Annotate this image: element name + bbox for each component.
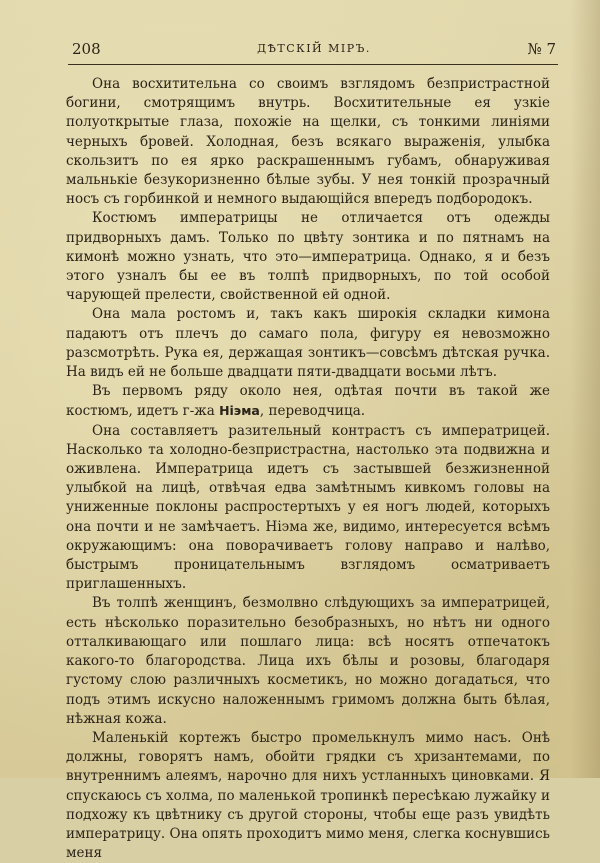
page-edge-shadow: [570, 0, 600, 778]
paragraph: Костюмъ императрицы не отличается отъ одежды придворныхъ дамъ. Только по цвѣту зонтика и по пятнамъ на кимонѣ можно узнать, что это—императрица. Однако, я и безъ этого узналъ бы ее въ толпѣ придворныхъ, по той особой чарующей прелести, свойственной ей одной.: [66, 210, 550, 304]
running-head: [72, 40, 556, 62]
paragraph: [66, 382, 550, 421]
paragraph: Она восхитительна со своимъ взглядомъ безпристрастной богини, смотрящимъ внутрь. Восхитительные ея узкіе полуоткрытые глаза, похожіе на щелки, съ тонкими линіями черныхъ бровей. Холодная, безъ всякаго выраженія, улыбка скользитъ по ея ярко раскрашеннымъ губамъ, обнаруживая мальнькіе безукоризненно бѣлые зубы. У нея тонкій прозрачный носъ съ горбинкой и немного выдающійся впередъ подбородокъ.: [66, 76, 550, 208]
article-body: [66, 75, 550, 863]
paragraph: Она составляетъ разительный контрастъ съ императрицей. Насколько та холодно-безпристрастна, настолько эта подвижна и оживлена. Императрица идетъ съ застывшей безжизненной улыбкой на лицѣ, отвѣчая едва замѣтнымъ кивкомъ головы на униженные поклоны распростертыхъ у ея ногъ людей, которыхъ она почти и не замѣчаетъ. Ніэма же, видимо, интересуется всѣмъ окружающимъ: она поворачиваетъ голову направо и налѣво, быстрымъ проницательнымъ взглядомъ осматриваетъ приглашенныхъ.: [66, 422, 550, 593]
paragraph: Въ толпѣ женщинъ, безмолвно слѣдующихъ за императрицей, есть нѣсколько поразительно безобразныхъ, но нѣтъ ни одного отталкивающаго или пошлаго лица: всѣ носятъ отпечатокъ какого-то благородства. Лица ихъ бѣлы и розовы, благодаря густому слою различныхъ косметикъ, но можно догадаться, что подъ этимъ искусно наложеннымъ гримомъ должна быть бѣлая, нѣжная кожа.: [66, 595, 550, 727]
paragraph: Маленькій кортежъ быстро промелькнулъ мимо насъ. Онѣ должны, говорятъ намъ, обойти грядки съ хризантемами, по внутреннимъ алеямъ, нарочно для нихъ устланныхъ циновками. Я спускаюсь съ холма, по маленькой тропинкѣ пересѣкаю лужайку и подхожу къ цвѣтнику съ другой стороны, чтобы еще разъ увидѣть императрицу. Она опять проходитъ мимо меня, слегка коснувшись меня: [66, 729, 550, 862]
paragraph: Она мала ростомъ и, такъ какъ широкія складки кимона падаютъ отъ плечъ до самаго пола, фигуру ея невозможно разсмотрѣть. Рука ея, держащая зонтикъ—совсѣмъ дѣтская ручка. На видъ ей не больше двадцати пяти-двадцати восьми лѣтъ.: [66, 306, 550, 381]
interpreter-name: Ніэма: [219, 403, 260, 419]
page-number: 208: [72, 40, 101, 58]
paragraph-text: Въ первомъ ряду около нея, одѣтая почти въ такой же костюмъ, идетъ г-жа: [66, 383, 550, 420]
header-rule: [68, 64, 558, 65]
paragraph-text: , переводчица.: [259, 403, 366, 420]
journal-title: ДѢТСКІЙ МІРЪ.: [257, 42, 371, 55]
issue-number: № 7: [527, 40, 556, 58]
